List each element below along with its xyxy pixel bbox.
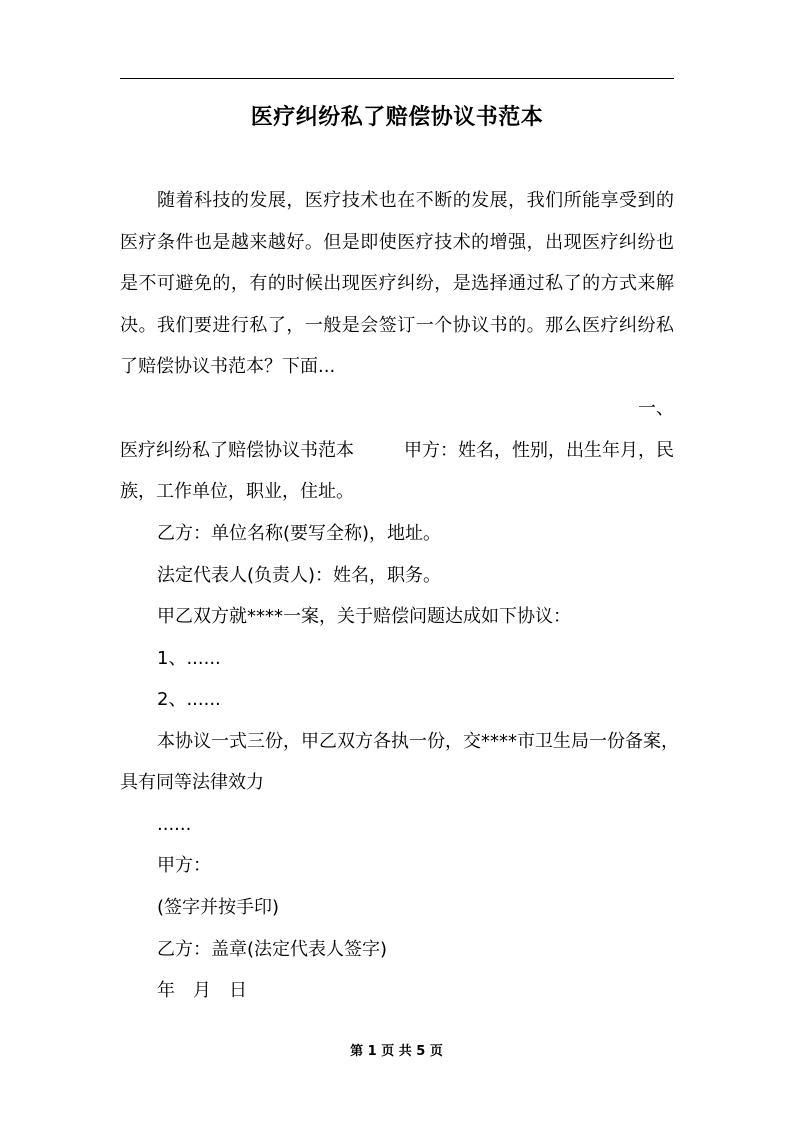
- intro-paragraph: 随着科技的发展，医疗技术也在不断的发展，我们所能享受到的医疗条件也是越来越好。但是即使医疗技术的增强，出现医疗纠纷也是不可避免的，有的时候出现医疗纠纷，是选择通过私了的方式来解决。我们要进行私了，一般是会签订一个协议书的。那么医疗纠纷私了赔偿协议书范本？下面...: [120, 190, 674, 377]
- signature-party-a-note: (签字并按手印): [157, 897, 280, 918]
- party-a-info-continued: 族，工作单位，职业，住址。: [120, 481, 354, 502]
- agreement-item-1: 1、......: [157, 648, 221, 669]
- page-footer: 第 1 页 共 5 页: [350, 1044, 443, 1059]
- header-rule: [120, 78, 674, 79]
- ellipsis-line: ......: [157, 814, 192, 835]
- copies-clause-continued: 具有同等法律效力: [120, 772, 264, 793]
- legal-representative: 法定代表人(负责人)：姓名，职务。: [157, 565, 442, 586]
- agreement-item-2: 2、......: [157, 689, 221, 710]
- signature-party-b: 乙方：盖章(法定代表人签字): [157, 939, 388, 960]
- section-heading-line: [120, 430, 674, 472]
- party-a-info: 甲方：姓名，性别，出生年月，民: [404, 440, 674, 461]
- agreement-intro: 甲乙双方就****一案，关于赔偿问题达成如下协议：: [157, 606, 571, 627]
- document-title: 医疗纠纷私了赔偿协议书范本: [250, 105, 544, 130]
- copies-clause: 本协议一式三份，甲乙双方各执一份，交****市卫生局一份备案，: [157, 731, 679, 752]
- party-b-info: 乙方：单位名称(要写全称)，地址。: [157, 523, 442, 544]
- signature-party-a: 甲方：: [157, 855, 211, 876]
- section-number: 一、: [638, 398, 674, 419]
- section-title: 医疗纠纷私了赔偿协议书范本: [120, 440, 354, 461]
- signature-date: 年 月 日: [157, 980, 247, 1001]
